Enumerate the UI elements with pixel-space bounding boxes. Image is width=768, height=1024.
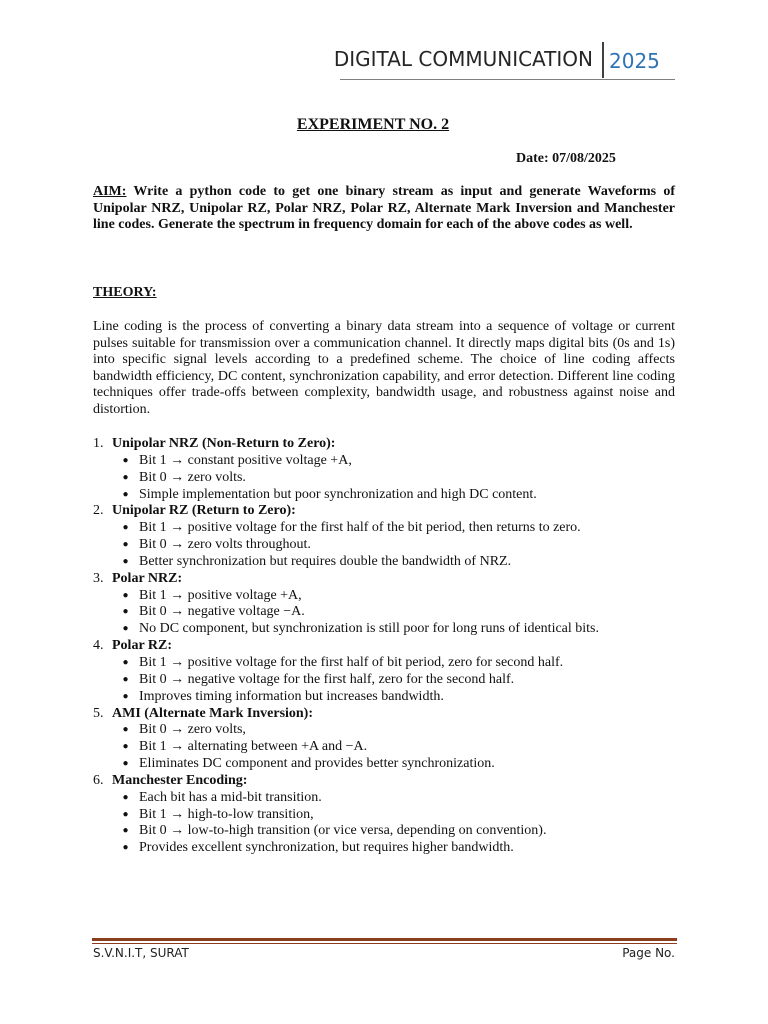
line-code-item — [93, 638, 675, 705]
line-code-item — [93, 436, 675, 503]
bullet-item — [93, 756, 675, 773]
bullet-icon: ● — [122, 606, 129, 618]
aim-paragraph — [93, 184, 675, 234]
bullet-text: Simple implementation but poor synchronization and high DC content. — [139, 486, 537, 502]
bullet-text: Each bit has a mid-bit transition. — [139, 789, 322, 805]
line-code-heading — [93, 436, 675, 453]
bullet-text: Provides excellent synchronization, but requires higher bandwidth. — [139, 840, 514, 856]
bullet-item — [93, 722, 675, 739]
line-code-heading — [93, 638, 675, 655]
bullet-item — [93, 807, 675, 824]
bullet-icon: ● — [122, 623, 129, 635]
bullet-text: Bit 0 → zero volts throughout. — [139, 537, 311, 553]
bullet-text: No DC component, but synchronization is still poor for long runs of identical bits. — [139, 621, 599, 637]
bullet-icon: ● — [122, 471, 129, 483]
bullet-item — [93, 790, 675, 807]
footer-institute: S.V.N.I.T, SURAT — [93, 946, 189, 960]
bullet-icon: ● — [122, 758, 129, 770]
line-code-number: 2. — [93, 503, 104, 519]
line-code-number: 4. — [93, 638, 104, 654]
bullet-item — [93, 604, 675, 621]
bullet-item — [93, 621, 675, 638]
bullet-list — [93, 520, 675, 571]
bullet-list — [93, 453, 675, 504]
bullet-list — [93, 588, 675, 639]
bullet-item — [93, 554, 675, 571]
line-code-list — [93, 436, 675, 857]
bullet-icon: ● — [122, 741, 129, 753]
bullet-text: Bit 1 → high-to-low transition, — [139, 806, 314, 822]
bullet-item — [93, 840, 675, 857]
bullet-icon: ● — [122, 656, 129, 668]
line-code-heading — [93, 773, 675, 790]
bullet-text: Bit 0 → negative voltage for the first half, zero for the second half. — [139, 671, 515, 687]
line-code-heading — [93, 503, 675, 520]
bullet-icon: ● — [122, 454, 129, 466]
bullet-item — [93, 739, 675, 756]
line-code-number: 1. — [93, 436, 104, 451]
header-title: DIGITAL COMMUNICATION — [333, 47, 593, 71]
line-code-heading — [93, 571, 675, 588]
bullet-icon: ● — [122, 808, 129, 820]
header-year: 2025 — [609, 49, 660, 73]
aim-text: Write a python code to get one binary stream as input and generate Waveforms of Unipolar NRZ, Unipolar RZ, Polar NRZ, Polar RZ, Alternate Mark Inversion and Manchester line codes. Generate the spectrum in frequency domain for each of the above codes as well. — [93, 184, 675, 233]
experiment-title: EXPERIMENT NO. 2 — [296, 116, 450, 133]
bullet-icon: ● — [122, 724, 129, 736]
bullet-text: Bit 1 → constant positive voltage +A, — [139, 452, 352, 468]
line-code-title: AMI (Alternate Mark Inversion): — [112, 705, 314, 721]
bullet-list — [93, 722, 675, 773]
bullet-item — [93, 689, 675, 706]
bullet-text: Better synchronization but requires double the bandwidth of NRZ. — [139, 553, 512, 569]
footer-rule — [92, 938, 677, 941]
aim-label: AIM: — [93, 184, 127, 199]
bullet-text: Bit 0 → low-to-high transition (or vice versa, depending on convention). — [139, 823, 547, 839]
bullet-item — [93, 487, 675, 504]
bullet-text: Eliminates DC component and provides better synchronization. — [139, 756, 495, 772]
bullet-icon: ● — [122, 673, 129, 685]
bullet-icon: ● — [122, 555, 129, 567]
bullet-icon: ● — [122, 589, 129, 601]
bullet-text: Bit 0 → zero volts, — [139, 722, 246, 738]
line-code-number: 5. — [93, 705, 104, 721]
header-separator — [602, 42, 604, 78]
line-code-item — [93, 571, 675, 638]
bullet-icon: ● — [122, 522, 129, 534]
line-code-number: 6. — [93, 772, 104, 788]
bullet-icon: ● — [122, 842, 129, 854]
bullet-text: Bit 1 → positive voltage for the first half of the bit period, then returns to zero. — [139, 520, 581, 536]
bullet-text: Bit 1 → positive voltage +A, — [139, 587, 302, 603]
bullet-icon: ● — [122, 825, 129, 837]
line-code-heading — [93, 706, 675, 723]
line-code-item — [93, 503, 675, 570]
bullet-text: Bit 1 → alternating between +A and −A. — [139, 739, 368, 755]
bullet-item — [93, 588, 675, 605]
line-code-title: Polar NRZ: — [112, 570, 183, 586]
line-code-title: Unipolar NRZ (Non-Return to Zero): — [112, 436, 336, 451]
bullet-item — [93, 520, 675, 537]
experiment-date: Date: 07/08/2025 — [516, 151, 616, 166]
theory-heading: THEORY: — [93, 285, 157, 300]
bullet-icon: ● — [122, 539, 129, 551]
bullet-text: Bit 0 → negative voltage −A. — [139, 604, 305, 620]
line-code-item — [93, 773, 675, 857]
bullet-icon: ● — [122, 690, 129, 702]
line-code-title: Polar RZ: — [112, 638, 173, 654]
bullet-list — [93, 655, 675, 706]
bullet-item — [93, 655, 675, 672]
bullet-text: Improves timing information but increases bandwidth. — [139, 688, 444, 704]
line-code-title: Manchester Encoding: — [112, 772, 248, 788]
line-code-title: Unipolar RZ (Return to Zero): — [112, 503, 296, 519]
theory-paragraph: Line coding is the process of converting a binary data stream into a sequence of voltage or current pulses suitable for transmission over a communication channel. It directly maps digital bits (0s and 1s) into specific signal levels according to a predefined scheme. The choice of line coding affects bandwidth efficiency, DC content, synchronization capability, and error detection. Different line coding techniques offer trade-offs between complexity, bandwidth usage, and robustness against noise and distortion. — [93, 319, 675, 417]
footer-page-number: Page No. — [622, 946, 675, 960]
bullet-list — [93, 790, 675, 857]
footer-rule-thin — [92, 943, 677, 944]
bullet-item — [93, 470, 675, 487]
line-code-item — [93, 706, 675, 773]
bullet-item — [93, 537, 675, 554]
header-rule — [340, 79, 675, 80]
bullet-item — [93, 823, 675, 840]
bullet-text: Bit 0 → zero volts. — [139, 469, 246, 485]
bullet-icon: ● — [122, 488, 129, 500]
bullet-icon: ● — [122, 791, 129, 803]
bullet-item — [93, 672, 675, 689]
bullet-item — [93, 453, 675, 470]
line-code-number: 3. — [93, 570, 104, 586]
bullet-text: Bit 1 → positive voltage for the first half of bit period, zero for second half. — [139, 654, 564, 670]
